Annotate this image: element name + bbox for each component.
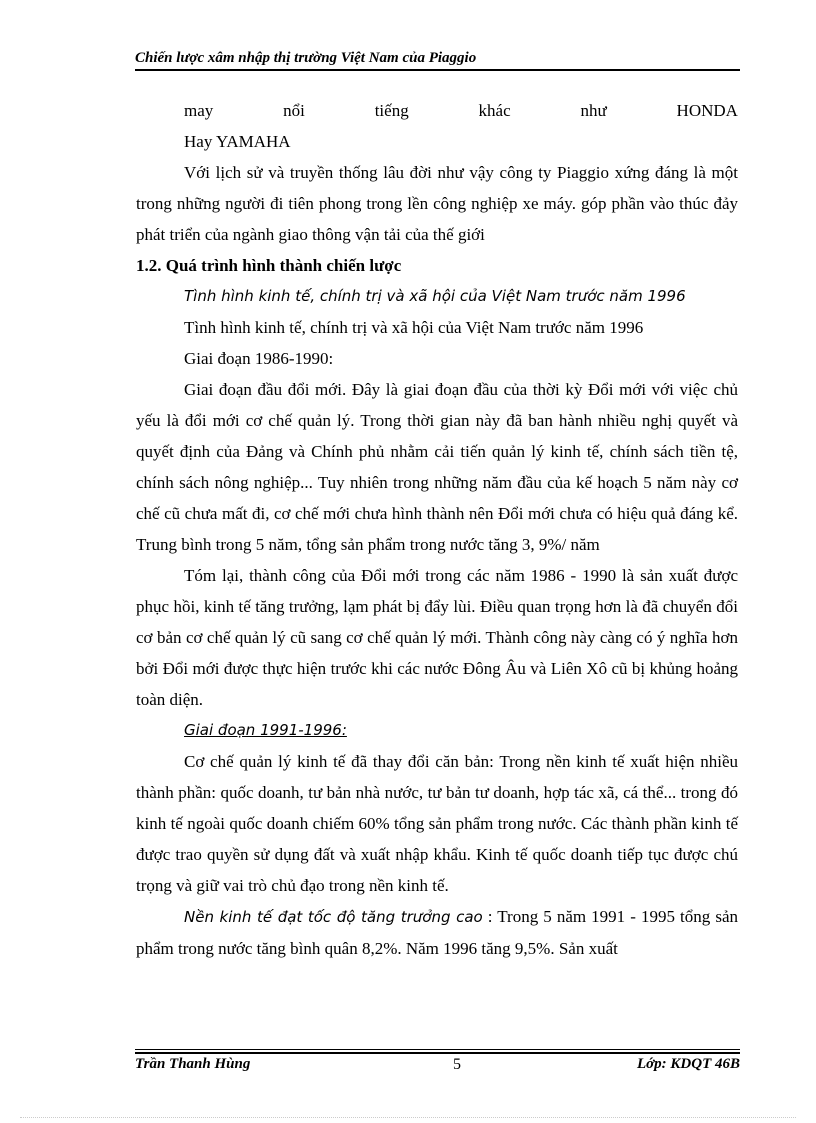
subtitle: Tình hình kinh tế, chính trị và xã hội của Việt Nam trước năm 1996	[184, 318, 644, 337]
section-heading: 1.2. Quá trình hình thành chiến lược	[136, 256, 402, 275]
italic-subtitle: Tình hình kinh tế, chính trị và xã hội của Việt Nam trước năm 1996	[184, 287, 686, 305]
word: tiếng	[374, 101, 409, 120]
paragraph: Giai đoạn đầu đổi mới. Đây là giai đoạn đầu của thời kỳ Đổi mới với việc chủ yếu là đổi mới cơ chế quản lý. Trong thời gian này đã ban hành nhiều nghị quyết và quyết định của Đảng và Chính phủ nhằm cải tiến quản lý kinh tế, chính sách tiền tệ, chính sách nông nghiệp... Tuy nhiên trong những năm đầu của kế hoạch 5 năm này cơ chế cũ chưa mất đi, cơ chế mới chưa hình thành nên Đổi mới chưa có hiệu quả đáng kể. Trung bình trong 5 năm, tổng sản phẩm trong nước tăng 3, 9%/ năm	[136, 380, 738, 554]
word: như	[580, 101, 607, 120]
paragraph: Với lịch sử và truyền thống lâu đời như vậy công ty Piaggio xứng đáng là một trong những người đi tiên phong trong lền công nghiệp xe máy. góp phần vào thúc đảy phát triển của ngành giao thông vận tải của thế giới	[136, 163, 738, 244]
period-label-underlined: Giai đoạn 1991-1996:	[184, 721, 347, 739]
word: HONDA	[676, 101, 738, 120]
period-label: Giai đoạn 1986-1990:	[184, 349, 334, 368]
footer-rule-thick	[135, 1052, 740, 1054]
word: may	[184, 101, 214, 120]
paragraph: Cơ chế quản lý kinh tế đã thay đổi căn bản: Trong nền kinh tế xuất hiện nhiều thành phần: quốc doanh, tư bản nhà nước, tư bản tư doanh, hợp tác xã, cá thể... trong đó kinh tế ngoài quốc doanh chiếm 60% tổng sản phẩm trong nước. Các thành phần kinh tế được trao quyền sử dụng đất và xuất nhập khẩu. Kinh tế quốc doanh tiếp tục được chú trọng và giữ vai trò chủ đạo trong nền kinh tế.	[136, 752, 738, 895]
footer-rule	[135, 1049, 740, 1050]
page-number: 5	[453, 1056, 461, 1073]
running-footer	[135, 1056, 740, 1076]
paragraph	[136, 901, 738, 964]
justified-line	[136, 95, 738, 126]
page-body	[136, 95, 738, 964]
header-rule	[135, 69, 740, 71]
paragraph-text: : Trong 5 năm 1991 - 1995 tổng sản phẩm trong nước tăng bình quân 8,2%. Năm 1996 tăng 9,5%. Sản xuất	[136, 907, 738, 958]
footer-author: Trần Thanh Hùng	[135, 1056, 251, 1072]
word: nổi	[283, 101, 305, 120]
page-edge-dotted-line	[20, 1117, 796, 1118]
italic-phrase: Nền kinh tế đạt tốc độ tăng trưởng cao	[184, 908, 483, 926]
paragraph: Tóm lại, thành công của Đổi mới trong các năm 1986 - 1990 là sản xuất được phục hồi, kinh tế tăng trưởng, lạm phát bị đẩy lùi. Điều quan trọng hơn là đã chuyển đổi cơ bản cơ chế quản lý cũ sang cơ chế quản lý mới. Thành công này càng có ý nghĩa hơn bởi Đổi mới được thực hiện trước khi các nước Đông Âu và Liên Xô cũ bị khủng hoảng toàn diện.	[136, 566, 738, 709]
body-line: Hay YAMAHA	[184, 132, 291, 151]
footer-class: Lớp: KDQT 46B	[636, 1056, 740, 1072]
running-header: Chiến lược xâm nhập thị trường Việt Nam của Piaggio	[135, 50, 477, 66]
word: khác	[478, 101, 511, 120]
